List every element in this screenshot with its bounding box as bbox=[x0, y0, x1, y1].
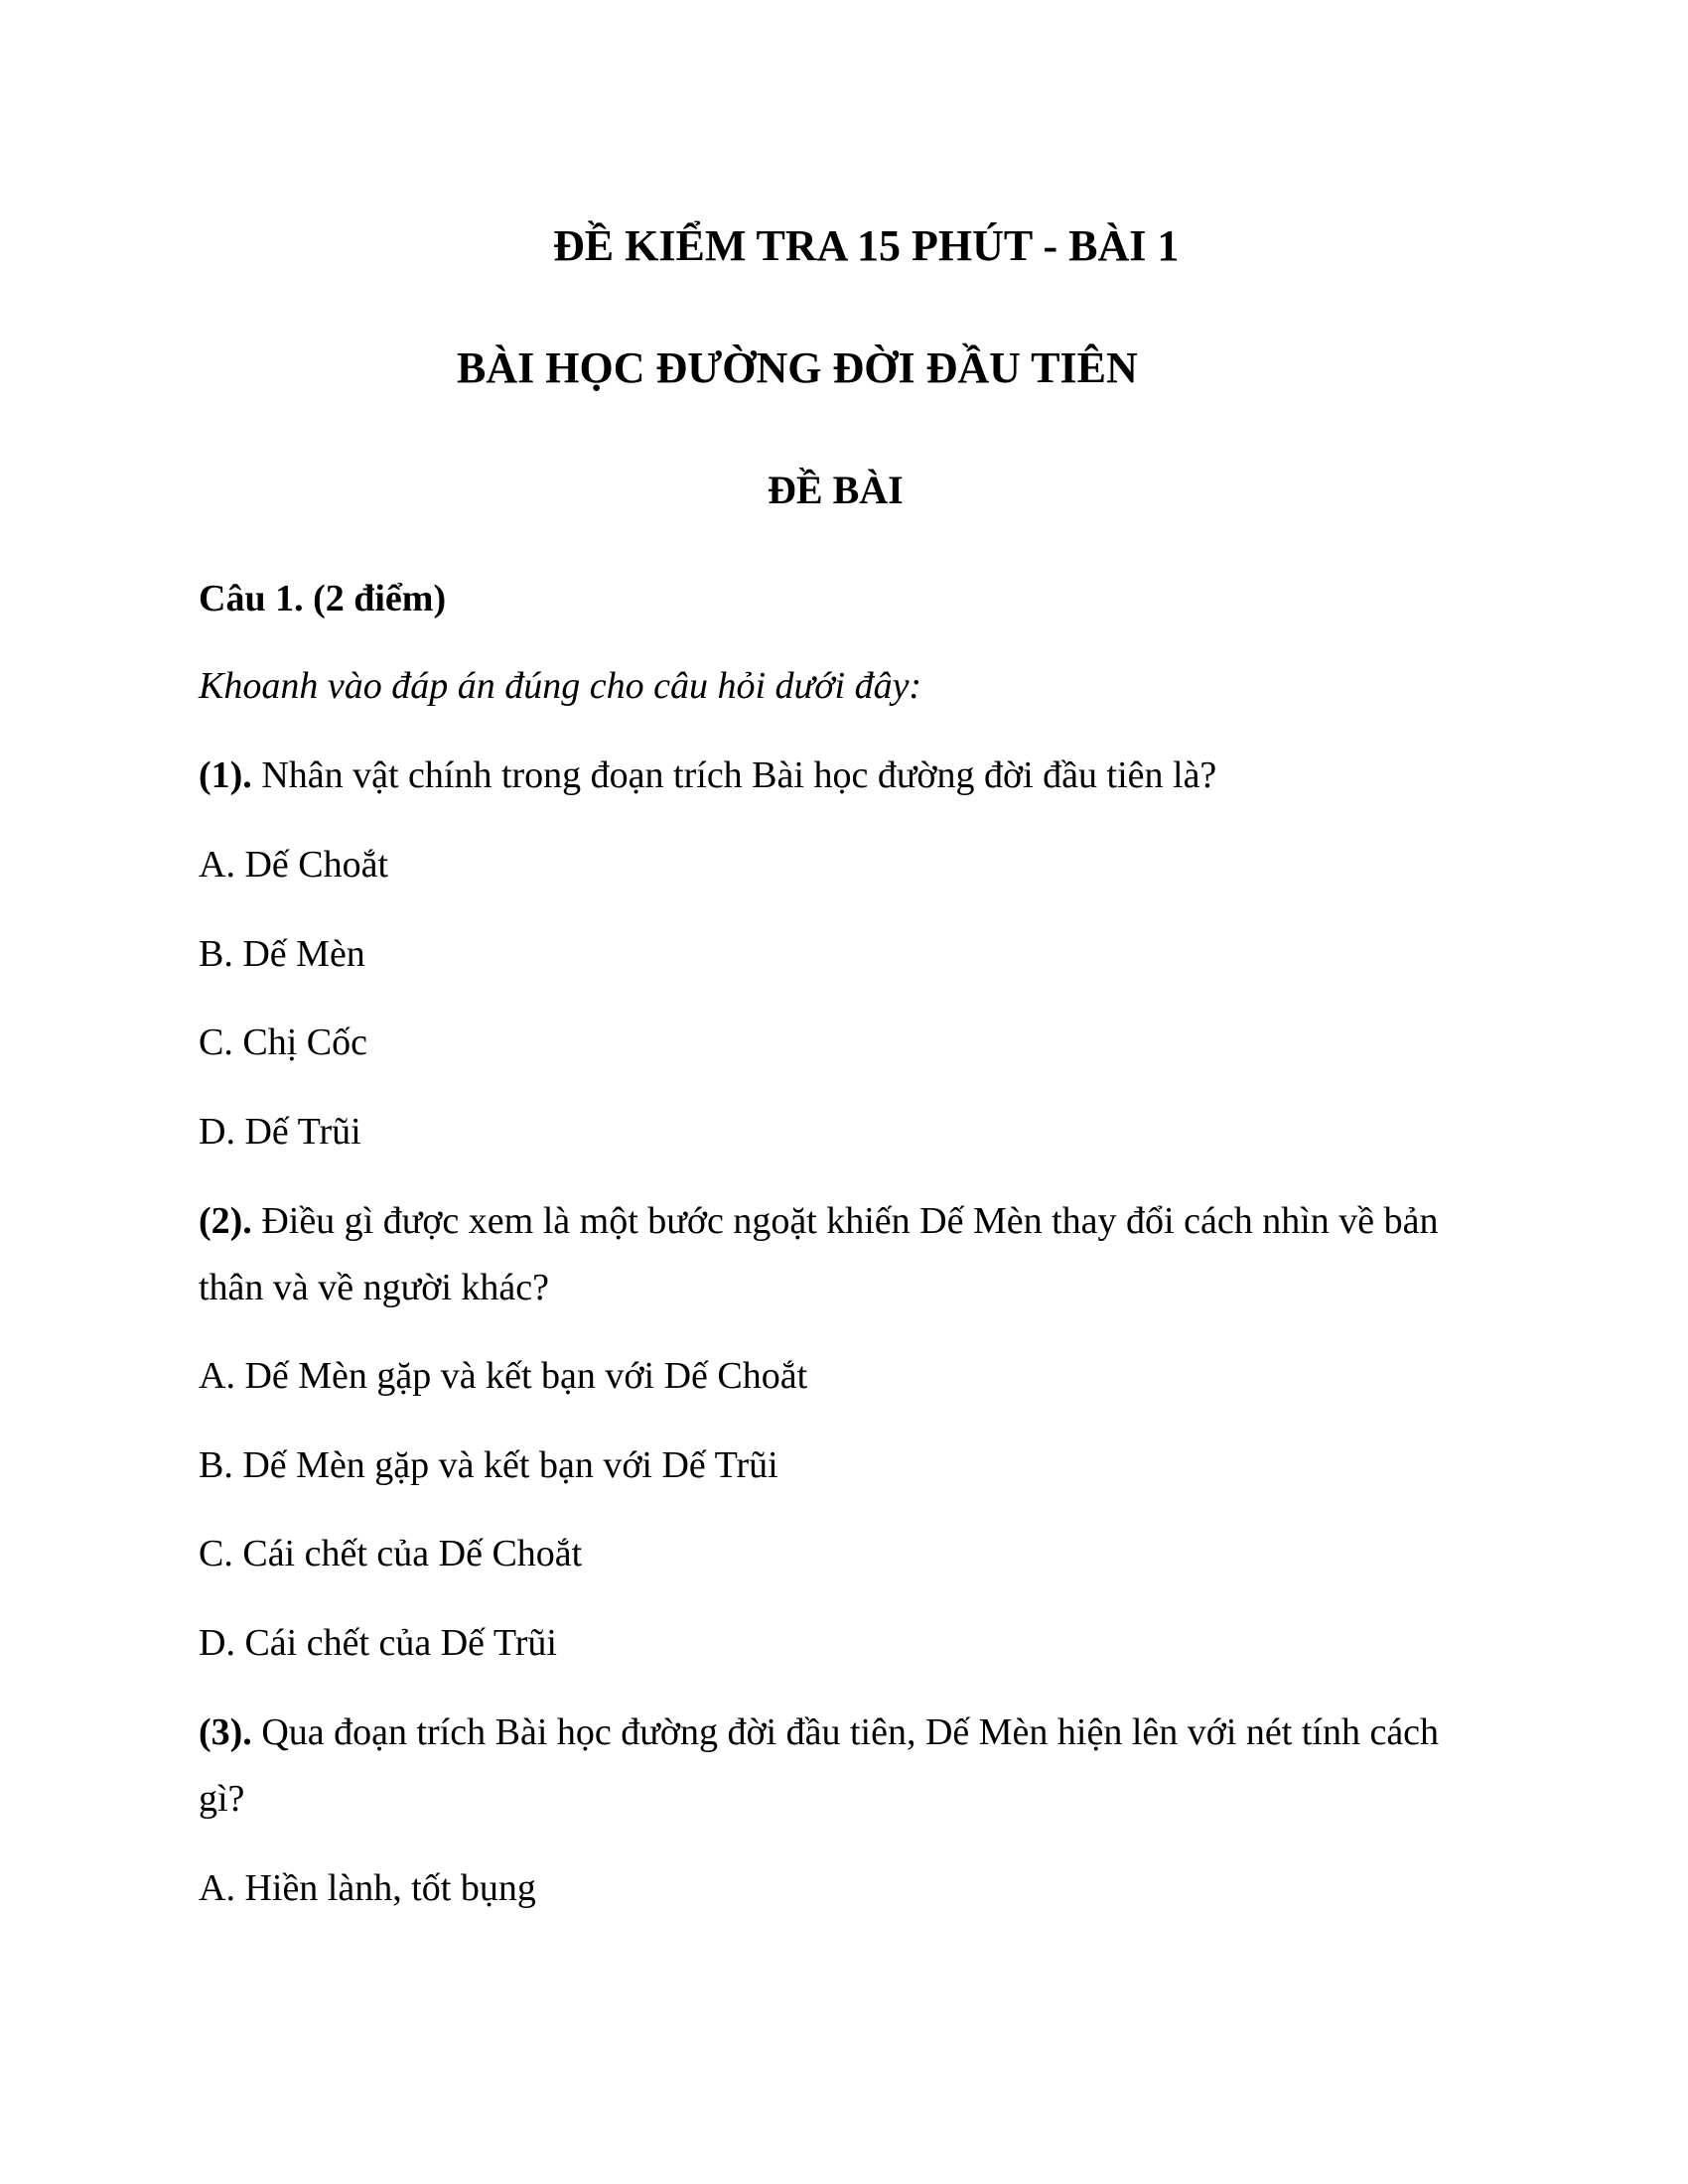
question-heading: Câu 1. (2 điểm) bbox=[199, 578, 447, 619]
question-1 bbox=[199, 752, 1216, 798]
question-2-option-c: C. Cái chết của Dế Choắt bbox=[199, 1533, 583, 1574]
instruction-text: Khoanh vào đáp án đúng cho câu hỏi dưới đây: bbox=[199, 665, 922, 707]
question-2 bbox=[199, 1198, 1439, 1244]
question-1-option-a: A. Dế Choắt bbox=[199, 844, 389, 886]
question-2-text-line1: Điều gì được xem là một bước ngoặt khiến Dế Mèn thay đổi cách nhìn về bản bbox=[251, 1200, 1439, 1242]
question-3-number: (3). bbox=[199, 1711, 252, 1753]
question-2-option-a: A. Dế Mèn gặp và kết bạn với Dế Choắt bbox=[199, 1355, 808, 1397]
question-1-text: Nhân vật chính trong đoạn trích Bài học đường đời đầu tiên là? bbox=[251, 754, 1217, 796]
lesson-title: BÀI HỌC ĐƯỜNG ĐỜI ĐẦU TIÊN bbox=[457, 343, 1138, 392]
question-2-number: (2). bbox=[199, 1200, 252, 1242]
question-2-option-d: D. Cái chết của Dế Trũi bbox=[199, 1622, 557, 1664]
question-1-option-d: D. Dế Trũi bbox=[199, 1111, 361, 1153]
question-2-option-b: B. Dế Mèn gặp và kết bạn với Dế Trũi bbox=[199, 1444, 778, 1486]
question-3 bbox=[199, 1709, 1439, 1755]
question-3-text-line1: Qua đoạn trích Bài học đường đời đầu tiên, Dế Mèn hiện lên với nét tính cách bbox=[251, 1711, 1440, 1753]
question-3-option-a: A. Hiền lành, tốt bụng bbox=[199, 1867, 536, 1909]
question-1-number: (1). bbox=[199, 754, 252, 796]
question-1-option-c: C. Chị Cốc bbox=[199, 1022, 367, 1063]
question-2-text-line2: thân và về người khác? bbox=[199, 1267, 550, 1308]
question-3-text-line2: gì? bbox=[199, 1778, 245, 1820]
section-title: ĐỀ BÀI bbox=[768, 468, 904, 512]
test-title: ĐỀ KIỂM TRA 15 PHÚT - BÀI 1 bbox=[553, 221, 1180, 270]
question-1-option-b: B. Dế Mèn bbox=[199, 933, 365, 975]
